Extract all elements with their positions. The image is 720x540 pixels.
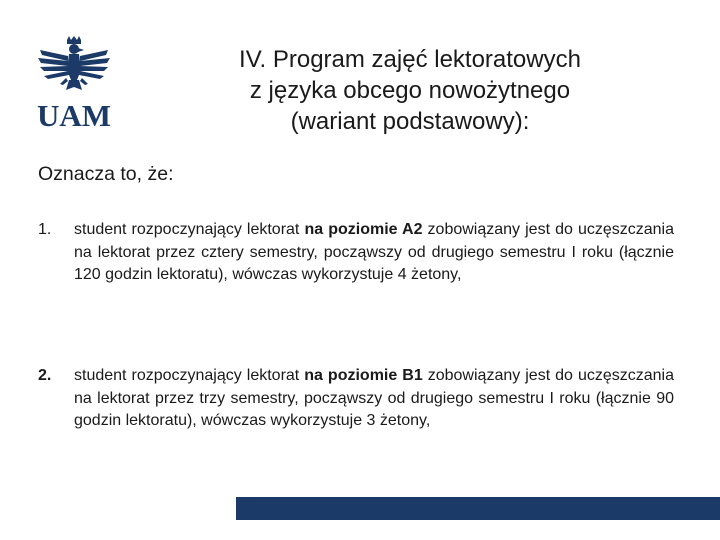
list-text-2 (74, 365, 674, 433)
level-b1: na poziomie B1 (304, 367, 423, 384)
title-line-1: IV. Program zajęć lektoratowych (239, 46, 581, 73)
page-title (180, 44, 640, 137)
section-intro: Oznacza to, że: (38, 163, 174, 185)
list-text-2-end: zobowiązany jest do uczęszczania na lektorat przez trzy semestry, począwszy od drugiego semestru I roku (łącznie 90 godzin lektoratu), wówczas wykorzystuje 3 żetony, (74, 367, 675, 429)
list-number-1: 1. (38, 221, 52, 238)
eagle-icon (36, 36, 112, 132)
list-item-1 (38, 219, 674, 287)
level-a2: na poziomie A2 (304, 221, 423, 238)
list-text-1 (74, 219, 674, 287)
logo-text: UAM (36, 98, 112, 132)
footer-bar (236, 497, 720, 520)
list-item-2 (38, 365, 674, 433)
uam-logo (36, 36, 112, 132)
list-text-2-start: student rozpoczynający lektorat (74, 367, 305, 384)
list-number-2: 2. (38, 367, 52, 384)
list-text-1-start: student rozpoczynający lektorat (74, 221, 305, 238)
list-text-1-end: zobowiązany jest do uczęszczania na lektorat przez cztery semestry, począwszy od drugiego semestru I roku (łącznie 120 godzin lektoratu), wówczas wykorzystuje 4 żetony, (74, 221, 674, 283)
title-line-3: (wariant podstawowy): (290, 108, 530, 135)
title-line-2: z języka obcego nowożytnego (249, 77, 571, 104)
